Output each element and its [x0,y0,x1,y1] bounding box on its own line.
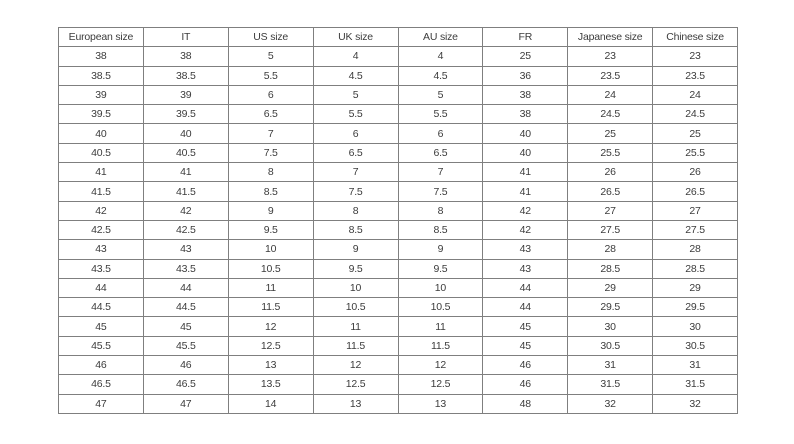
table-cell: 31 [568,356,653,375]
table-cell: 8.5 [228,182,313,201]
column-header-it: IT [143,28,228,47]
table-cell: 8 [228,163,313,182]
table-cell: 9 [313,240,398,259]
table-cell: 8.5 [398,220,483,239]
table-cell: 44 [143,278,228,297]
table-cell: 42 [483,220,568,239]
table-cell: 25 [568,124,653,143]
table-cell: 40 [143,124,228,143]
table-cell: 23.5 [568,66,653,85]
table-cell: 10 [313,278,398,297]
table-cell: 5 [228,47,313,66]
table-cell: 9.5 [398,259,483,278]
table-cell: 10.5 [398,298,483,317]
table-cell: 6.5 [313,143,398,162]
column-header-au-size: AU size [398,28,483,47]
table-cell: 24 [568,85,653,104]
table-cell: 43 [483,240,568,259]
table-cell: 44 [483,298,568,317]
table-cell: 38 [483,85,568,104]
table-row [59,124,738,143]
table-cell: 46.5 [59,375,144,394]
table-cell: 30 [653,317,738,336]
table-cell: 30 [568,317,653,336]
table-cell: 11.5 [228,298,313,317]
table-cell: 13 [398,394,483,413]
table-cell: 12.5 [313,375,398,394]
table-cell: 9 [398,240,483,259]
table-cell: 9 [228,201,313,220]
table-cell: 43.5 [143,259,228,278]
table-cell: 38 [143,47,228,66]
column-header-uk-size: UK size [313,28,398,47]
table-cell: 47 [59,394,144,413]
table-cell: 5 [313,85,398,104]
table-cell: 28 [653,240,738,259]
table-cell: 10.5 [313,298,398,317]
table-row [59,317,738,336]
table-cell: 25 [653,124,738,143]
table-cell: 40.5 [59,143,144,162]
table-cell: 42.5 [59,220,144,239]
table-cell: 40 [483,143,568,162]
table-row [59,278,738,297]
table-cell: 7.5 [398,182,483,201]
table-cell: 39 [143,85,228,104]
table-cell: 25.5 [653,143,738,162]
table-cell: 45 [143,317,228,336]
table-cell: 4 [313,47,398,66]
column-header-chinese-size: Chinese size [653,28,738,47]
table-row [59,375,738,394]
table-cell: 26 [653,163,738,182]
table-cell: 46 [483,375,568,394]
table-cell: 44 [59,278,144,297]
table-cell: 13 [228,356,313,375]
table-cell: 41 [483,163,568,182]
table-row [59,220,738,239]
table-cell: 32 [568,394,653,413]
table-cell: 5.5 [398,105,483,124]
table-row [59,163,738,182]
table-cell: 13 [313,394,398,413]
table-row [59,298,738,317]
table-cell: 11.5 [313,336,398,355]
table-cell: 8 [313,201,398,220]
table-cell: 41.5 [143,182,228,201]
table-cell: 28.5 [568,259,653,278]
table-cell: 38 [483,105,568,124]
table-cell: 4.5 [313,66,398,85]
table-cell: 23 [568,47,653,66]
table-cell: 23 [653,47,738,66]
table-cell: 48 [483,394,568,413]
table-row [59,356,738,375]
table-cell: 6 [313,124,398,143]
table-row [59,143,738,162]
table-cell: 43 [143,240,228,259]
table-cell: 25 [483,47,568,66]
table-cell: 46 [59,356,144,375]
table-cell: 29.5 [568,298,653,317]
table-cell: 44.5 [143,298,228,317]
table-cell: 41 [483,182,568,201]
table-cell: 38 [59,47,144,66]
table-cell: 30.5 [653,336,738,355]
table-cell: 39.5 [143,105,228,124]
table-cell: 41.5 [59,182,144,201]
column-header-japanese-size: Japanese size [568,28,653,47]
table-row [59,240,738,259]
table-cell: 14 [228,394,313,413]
table-cell: 31 [653,356,738,375]
table-cell: 42 [483,201,568,220]
table-cell: 27 [653,201,738,220]
table-cell: 12 [398,356,483,375]
table-cell: 4.5 [398,66,483,85]
table-cell: 4 [398,47,483,66]
table-cell: 46 [483,356,568,375]
table-cell: 46.5 [143,375,228,394]
table-cell: 13.5 [228,375,313,394]
table-row [59,394,738,413]
table-cell: 41 [143,163,228,182]
table-cell: 30.5 [568,336,653,355]
table-cell: 25.5 [568,143,653,162]
table-row [59,336,738,355]
table-cell: 45.5 [143,336,228,355]
table-cell: 31.5 [568,375,653,394]
table-cell: 47 [143,394,228,413]
table-cell: 12.5 [228,336,313,355]
table-cell: 26 [568,163,653,182]
table-cell: 38.5 [143,66,228,85]
table-cell: 42.5 [143,220,228,239]
table-cell: 40 [483,124,568,143]
table-cell: 27.5 [568,220,653,239]
table-cell: 32 [653,394,738,413]
table-cell: 24.5 [653,105,738,124]
table-cell: 42 [143,201,228,220]
table-cell: 45 [483,336,568,355]
table-row [59,85,738,104]
table-cell: 39.5 [59,105,144,124]
table-cell: 6 [398,124,483,143]
table-cell: 45.5 [59,336,144,355]
table-cell: 44.5 [59,298,144,317]
table-body [59,47,738,414]
table-cell: 12 [313,356,398,375]
table-cell: 8 [398,201,483,220]
table-cell: 31.5 [653,375,738,394]
table-cell: 8.5 [313,220,398,239]
table-cell: 26.5 [568,182,653,201]
table-cell: 29 [653,278,738,297]
table-cell: 36 [483,66,568,85]
table-cell: 28 [568,240,653,259]
table-cell: 11 [398,317,483,336]
table-cell: 44 [483,278,568,297]
shoe-size-conversion-table [58,27,738,414]
table-cell: 10.5 [228,259,313,278]
header-row [59,28,738,47]
table-cell: 5 [398,85,483,104]
table-cell: 40 [59,124,144,143]
table-cell: 29.5 [653,298,738,317]
table-cell: 45 [483,317,568,336]
table-cell: 6.5 [228,105,313,124]
table-row [59,182,738,201]
table-cell: 7 [398,163,483,182]
table-cell: 41 [59,163,144,182]
table-cell: 5.5 [228,66,313,85]
table-cell: 12.5 [398,375,483,394]
table-cell: 12 [228,317,313,336]
table-head [59,28,738,47]
table-cell: 23.5 [653,66,738,85]
column-header-fr: FR [483,28,568,47]
table-cell: 6.5 [398,143,483,162]
table-cell: 27 [568,201,653,220]
table-cell: 24 [653,85,738,104]
table-row [59,47,738,66]
table-cell: 7.5 [313,182,398,201]
table-cell: 9.5 [228,220,313,239]
table-cell: 43 [483,259,568,278]
table-cell: 27.5 [653,220,738,239]
table-cell: 43 [59,240,144,259]
table-cell: 40.5 [143,143,228,162]
column-header-us-size: US size [228,28,313,47]
table-cell: 42 [59,201,144,220]
table-cell: 29 [568,278,653,297]
table-row [59,105,738,124]
table-cell: 43.5 [59,259,144,278]
table-cell: 45 [59,317,144,336]
table-cell: 28.5 [653,259,738,278]
table-cell: 10 [228,240,313,259]
table-cell: 10 [398,278,483,297]
table-cell: 11 [313,317,398,336]
table-cell: 24.5 [568,105,653,124]
table-cell: 7 [228,124,313,143]
table-cell: 46 [143,356,228,375]
table-cell: 11 [228,278,313,297]
table-cell: 38.5 [59,66,144,85]
table-cell: 6 [228,85,313,104]
table-row [59,66,738,85]
table-cell: 26.5 [653,182,738,201]
table-cell: 39 [59,85,144,104]
column-header-european-size: European size [59,28,144,47]
table-cell: 7 [313,163,398,182]
table-row [59,259,738,278]
table-cell: 7.5 [228,143,313,162]
table-cell: 5.5 [313,105,398,124]
table-row [59,201,738,220]
table-cell: 11.5 [398,336,483,355]
table-cell: 9.5 [313,259,398,278]
